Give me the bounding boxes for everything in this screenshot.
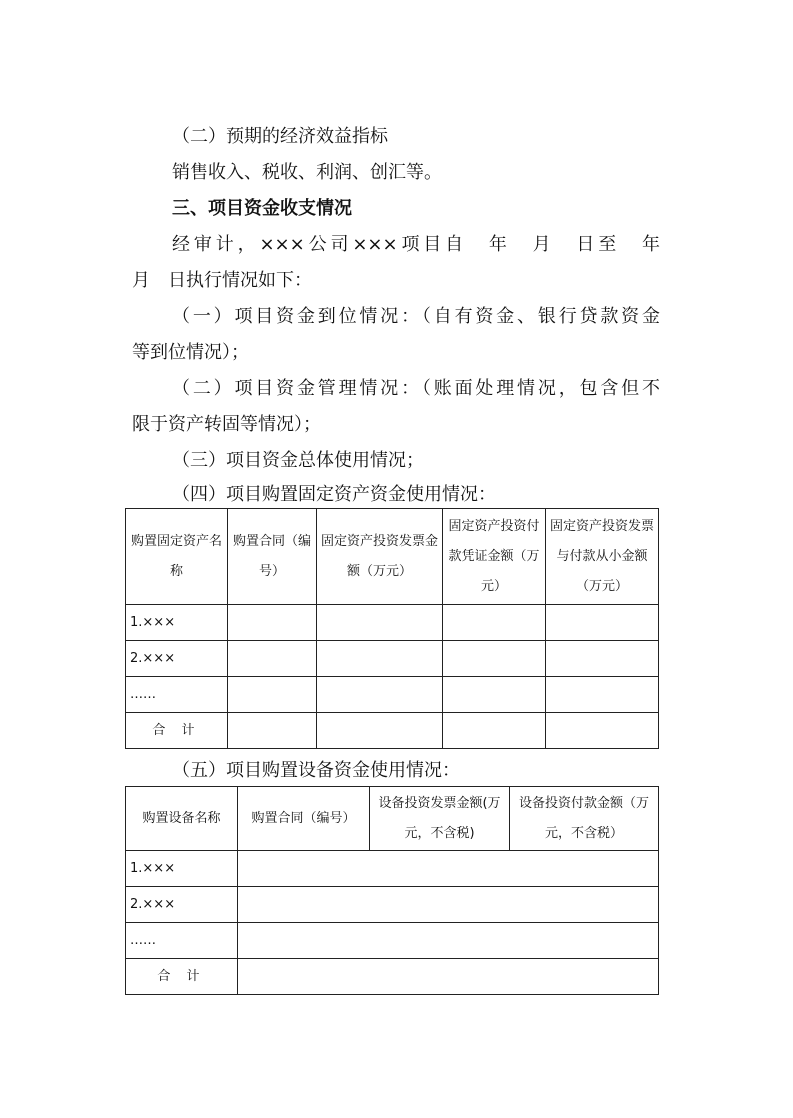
header-cell: 购置合同（编号）	[228, 509, 317, 605]
row-name-cell: ……	[126, 923, 238, 959]
empty-cell	[238, 851, 659, 887]
empty-cell	[238, 887, 659, 923]
header-cell: 固定资产投资付款凭证金额（万元）	[443, 509, 546, 605]
table-header-row	[126, 509, 659, 605]
header-cell: 固定资产投资发票与付款从小金额（万元）	[546, 509, 659, 605]
empty-cell	[228, 605, 317, 641]
empty-cell	[443, 713, 546, 749]
table-total-row	[126, 713, 659, 749]
empty-cell	[228, 641, 317, 677]
row-name-cell: 1.×××	[126, 605, 228, 641]
row-name-cell: 1.×××	[126, 851, 238, 887]
row-name-cell: 2.×××	[126, 887, 238, 923]
equipment-table	[125, 786, 659, 995]
fixed-asset-usage-heading: （四）项目购置固定资产资金使用情况：	[172, 484, 496, 505]
header-cell: 购置固定资产名称	[126, 509, 228, 605]
total-label-cell: 合 计	[126, 959, 238, 995]
table-row	[126, 641, 659, 677]
empty-cell	[546, 713, 659, 749]
table-total-row	[126, 959, 659, 995]
header-cell: 设备投资付款金额（万元，不含税）	[510, 787, 659, 851]
empty-cell	[546, 605, 659, 641]
section-heading-fund-status: 三、项目资金收支情况	[172, 198, 352, 219]
empty-cell	[443, 605, 546, 641]
fund-arrival-line1: （一）项目资金到位情况：（自有资金、银行贷款资金	[172, 306, 660, 327]
empty-cell	[317, 605, 443, 641]
empty-cell	[317, 677, 443, 713]
fund-management-line2: 限于资产转固等情况）；	[132, 414, 321, 435]
row-name-cell: ……	[126, 677, 228, 713]
empty-cell	[443, 641, 546, 677]
table-row	[126, 605, 659, 641]
fund-management-line1: （二）项目资金管理情况：（账面处理情况，包含但不	[172, 378, 660, 399]
empty-cell	[546, 641, 659, 677]
section-heading-expected-benefits: （二）预期的经济效益指标	[172, 126, 388, 147]
empty-cell	[546, 677, 659, 713]
header-cell: 固定资产投资发票金额（万元）	[317, 509, 443, 605]
header-cell: 购置合同（编号）	[238, 787, 370, 851]
empty-cell	[228, 677, 317, 713]
total-label-cell: 合 计	[126, 713, 228, 749]
row-name-cell: 2.×××	[126, 641, 228, 677]
fund-overall-usage: （三）项目资金总体使用情况；	[172, 450, 424, 471]
fixed-asset-table	[125, 508, 659, 749]
empty-cell	[238, 923, 659, 959]
header-cell: 设备投资发票金额(万元，不含税)	[370, 787, 510, 851]
empty-cell	[228, 713, 317, 749]
table-row	[126, 851, 659, 887]
table-row	[126, 923, 659, 959]
equipment-usage-heading: （五）项目购置设备资金使用情况：	[172, 760, 460, 781]
table-row	[126, 887, 659, 923]
fund-arrival-line2: 等到位情况）；	[132, 342, 249, 363]
empty-cell	[317, 713, 443, 749]
audit-statement-line2: 月 日执行情况如下：	[132, 270, 312, 291]
benefit-items-text: 销售收入、税收、利润、创汇等。	[172, 162, 442, 183]
empty-cell	[238, 959, 659, 995]
table-header-row	[126, 787, 659, 851]
audit-statement-line1: 经审计，×××公司×××项目自 年 月 日至 年	[172, 234, 660, 255]
empty-cell	[317, 641, 443, 677]
empty-cell	[443, 677, 546, 713]
table-row	[126, 677, 659, 713]
header-cell: 购置设备名称	[126, 787, 238, 851]
